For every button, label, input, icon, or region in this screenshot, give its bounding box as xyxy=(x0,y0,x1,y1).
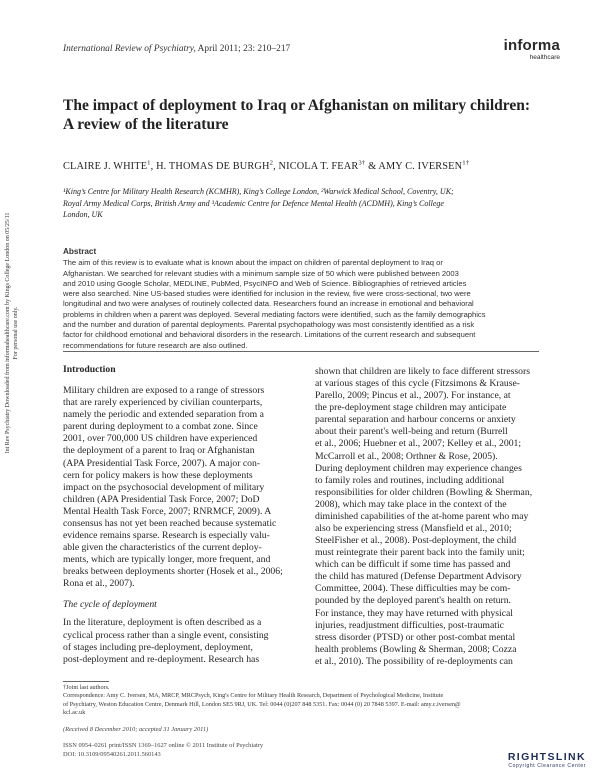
body-text-line: Parello, 2009; Pincus et al., 2007). For instance, at xyxy=(315,390,511,402)
body-text-line: the pre-deployment stage children may anticipate xyxy=(315,402,507,414)
body-text-line: to family roles and routines, including additional xyxy=(315,474,505,486)
body-text-line: diminished capabilities of the at-home parent who may xyxy=(315,510,529,522)
abstract xyxy=(63,247,539,351)
body-text-line: stress disorder (PTSD) or other post-combat mental xyxy=(315,631,516,643)
body-text-line: parental separation and harbour concerns or anxiety xyxy=(315,414,516,426)
rightslink-logo: RIGHTSLINK xyxy=(507,751,586,763)
footnote-divider xyxy=(63,681,109,682)
abstract-line: and 2010 using Google Scholar, MEDLINE, PubMed, PsycINFO and Web of Science. Bibliographies of retrieved articles xyxy=(63,278,467,288)
received-dates: (Received 8 December 2010; accepted 31 January 2011) xyxy=(63,726,209,733)
journal-citation xyxy=(63,44,290,54)
body-text-line: During deployment children may experience changes xyxy=(315,462,522,474)
author-1: CLAIRE J. WHITE xyxy=(63,161,148,172)
body-text-line: namely the periodic and extended separation from a xyxy=(63,409,264,421)
body-column-right xyxy=(315,366,540,668)
body-text-line: 2008), which may take place in the context of the xyxy=(315,498,507,510)
rightslink-sub: Copyright Clearance Center xyxy=(508,763,586,769)
affiliation-line: ¹King’s Centre for Military Health Research (KCMHR), King’s College London, ²Warwick Medical School, Coventry, UK; xyxy=(63,187,454,196)
doi-line[interactable]: DOI: 10.3109/09540261.2011.560143 xyxy=(63,751,161,758)
author-4: & AMY C. IVERSEN xyxy=(365,161,463,172)
body-text-line: able given the characteristics of the current deploy- xyxy=(63,542,262,554)
body-text-line: (APA Presidential Task Force, 2007). A major con- xyxy=(63,457,261,469)
author-2: , H. THOMAS DE BURGH xyxy=(150,161,270,172)
body-text-line: In the literature, deployment is often described as a xyxy=(63,617,262,629)
body-text-line: the child has matured (Defense Department Advisory xyxy=(315,571,522,583)
author-list xyxy=(63,161,469,172)
title-line-1: The impact of deployment to Iraq or Afghanistan on military children: xyxy=(63,97,531,114)
body-text-line: at various stages of this cycle (Fitzsimons & Krause- xyxy=(315,378,521,390)
body-text-line: SteelFisher et al., 2008). Post-deployment, the child xyxy=(315,535,517,547)
issn-line: ISSN 0954–0261 print/ISSN 1369–1627 online © 2011 Institute of Psychiatry xyxy=(63,742,264,749)
download-side-note xyxy=(2,168,32,498)
body-text-line: For instance, they may have returned with physical xyxy=(315,607,513,619)
body-text-line: post-deployment and re-deployment. Research has xyxy=(63,653,260,665)
body-text-line: 2001, over 700,000 US children have experienced xyxy=(63,433,258,445)
body-text-line: Mental Health Task Force, 2007; RNRMCF, 2009). A xyxy=(63,505,272,517)
body-text-line: shown that children are likely to face different stressors xyxy=(315,366,531,377)
body-text-line: injuries, readjustment difficulties, post-traumatic xyxy=(315,619,504,631)
publisher-logo-sub: healthcare xyxy=(529,54,560,61)
abstract-line: recommendations for future research are also outlined. xyxy=(63,340,248,350)
side-note-line-1: Int Rev Psychiatry Downloaded from informahealthcare.com by Kings College London on 05/25/11 xyxy=(5,212,11,454)
body-text-line: evidence remains sparse. Research is especially valu- xyxy=(63,530,270,542)
author-3: , NICOLA T. FEAR xyxy=(273,161,359,172)
body-text-line: that are rarely experienced by civilian counterparts, xyxy=(63,397,263,409)
footnote-line: kcl.ac.uk xyxy=(63,708,86,716)
footnote-line: Correspondence: Amy C. Iversen, MA, MRCP, MRCPsych, King's Centre for Military Health Research, Department of Psychological Medicine, Institute xyxy=(63,692,444,700)
section-heading-introduction: Introduction xyxy=(63,364,116,375)
body-column-left xyxy=(63,364,287,666)
author-1-mark: 1 xyxy=(147,159,151,167)
body-text-line: parent during deployment to a combat zone. Since xyxy=(63,421,258,433)
author-3-mark: 3† xyxy=(358,159,366,167)
abstract-line: longitudinal and two were analyses of routinely collected data. Researchers found an increase in emotional and behavioral xyxy=(63,299,474,309)
affiliation-line: London, UK xyxy=(63,210,103,219)
body-text-line: cyclical process rather than a single event, consisting xyxy=(63,629,269,641)
author-4-mark: 1† xyxy=(462,159,470,167)
body-text-line: impact on the psychosocial development of military xyxy=(63,481,265,493)
body-text-line: ments, which are typically longer, more frequent, and xyxy=(63,554,271,566)
footnote-line: †Joint last authors. xyxy=(63,684,110,691)
body-text-line: et al., 2010). The possibility of re-deployments can xyxy=(315,655,513,667)
body-text-line: et al., 2006; Huebner et al., 2007; Kelley et al., 2001; xyxy=(315,438,522,450)
publisher-logo-main: informa xyxy=(503,37,560,54)
body-text-line: responsibilities for older children (Bowling & Sherman, xyxy=(315,486,533,498)
issn-doi xyxy=(63,741,263,759)
subsection-heading-cycle: The cycle of deployment xyxy=(63,599,157,611)
abstract-line: were also searched. Nine US-based studies were identified for inclusion in the review, five were cross-sectional, two were xyxy=(63,289,471,299)
abstract-line: Afghanistan. We searched for relevant studies with a minimum sample size of 50 which were published between 2003 xyxy=(63,268,459,278)
abstract-line: and the number and duration of parental deployments. Parental psychopathology was most consistently identified as a risk xyxy=(63,320,475,330)
body-text-line: pounded by the deployed parent's health on return. xyxy=(315,595,511,607)
body-text-line: consensus has not yet been reached because systematic xyxy=(63,517,277,529)
publisher-logo[interactable] xyxy=(504,38,560,62)
article-title xyxy=(63,96,533,134)
body-text-line: Rona et al., 2007). xyxy=(63,578,135,590)
body-text-line: cern for policy makers is how these deployments xyxy=(63,469,253,481)
body-text-line: McCarroll et al., 2008; Orthner & Rose, 2005). xyxy=(315,450,498,462)
body-text-line: the deployment of a parent to Iraq or Afghanistan xyxy=(63,445,255,457)
abstract-line: The aim of this review is to evaluate what is known about the impact on children of parental deployment to Iraq or xyxy=(63,258,443,268)
abstract-line: problems in children when a parent was deployed. Several mediating factors were identified, such as the family demographics xyxy=(63,309,486,319)
footnotes xyxy=(63,684,539,717)
body-text-line: also be experiencing stress (Mansfield et al., 2010; xyxy=(315,523,512,535)
body-text-line: which can be difficult if some time has passed and xyxy=(315,559,511,571)
body-text-line: breaks between deployments shorter (Hosek et al., 2006; xyxy=(63,566,283,578)
side-note-line-2: For personal use only. xyxy=(13,306,19,360)
body-text-line: Military children are exposed to a range of stressors xyxy=(63,385,265,397)
abstract-heading: Abstract xyxy=(63,247,97,256)
body-text-line: health problems (Bowling & Sherman, 2008; Cozza xyxy=(315,643,517,655)
body-text-line: about their parent's well-being and return (Burrell xyxy=(315,426,508,438)
affiliations xyxy=(63,186,539,221)
abstract-divider xyxy=(63,351,539,352)
footnote-line: of Psychiatry, Weston Education Centre, Denmark Hill, London SE5 9RJ, UK. Tel: 0044 (0)207 848 5351. Fax: 0044 (0) 20 7848 5397. E-mail: amy.c.iversen@ xyxy=(63,700,461,708)
title-line-2: A review of the literature xyxy=(63,116,229,133)
journal-issue: April 2011; 23: 210–217 xyxy=(195,44,291,54)
author-2-mark: 2 xyxy=(269,159,274,167)
journal-name: International Review of Psychiatry, xyxy=(63,44,196,54)
affiliation-line: Royal Army Medical Corps, British Army and ³Academic Centre for Defence Mental Health (ACDMH), King’s College xyxy=(63,198,444,208)
body-text-line: children (APA Presidential Task Force, 2007; DoD xyxy=(63,493,260,505)
abstract-line: factor for childhood emotional and behavioral disorders in the research. Limitations of the current research and subsequent xyxy=(63,330,476,340)
body-text-line: of stages including pre-deployment, deployment, xyxy=(63,641,253,653)
body-text-line: must reintegrate their parent back into the family unit; xyxy=(315,547,525,559)
rightslink-badge[interactable] xyxy=(508,752,586,770)
body-text-line: Committee, 2004). These difficulties may be com- xyxy=(315,583,511,595)
